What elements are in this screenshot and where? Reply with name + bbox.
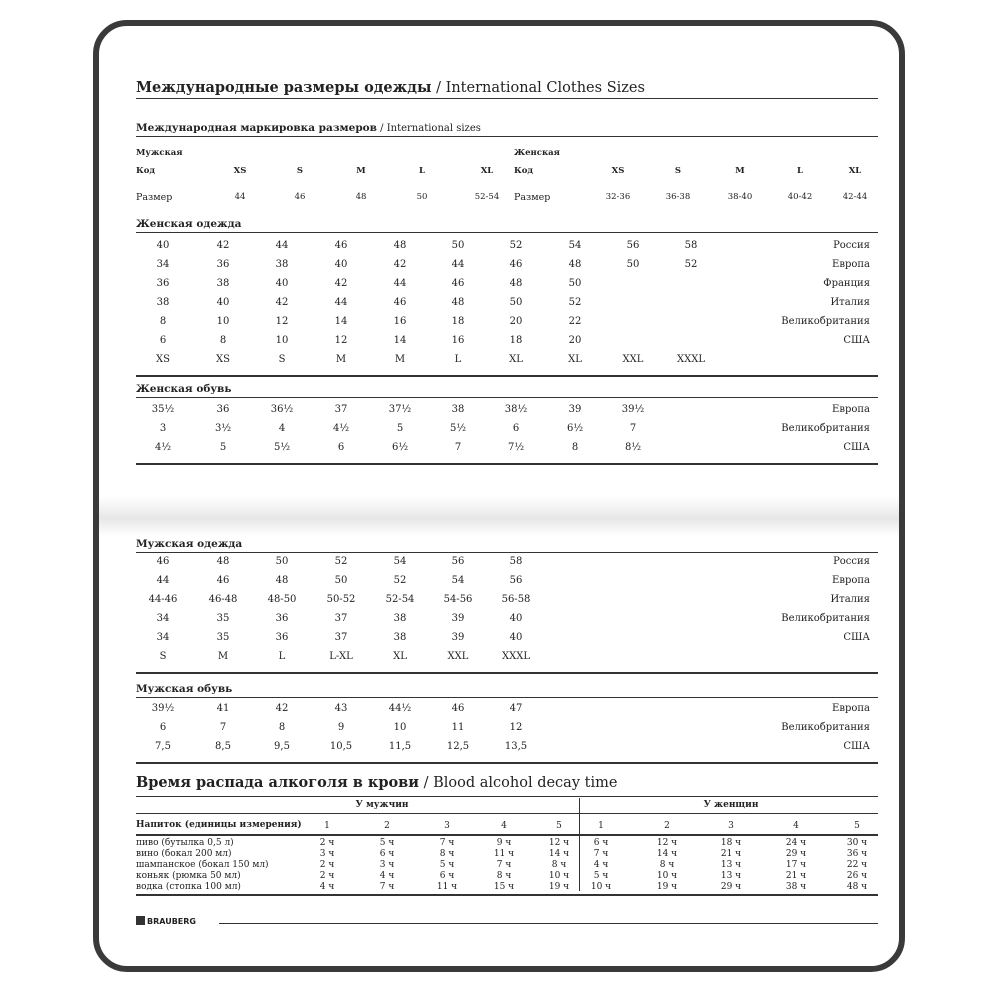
size-cell: 50-52 — [326, 594, 356, 605]
size-cell: 9,5 — [274, 741, 290, 752]
size-cell: 54 — [451, 575, 465, 586]
size-cell: 10,5 — [329, 741, 353, 752]
men-col-number: 5 — [556, 821, 562, 831]
women-time-cell: 21 ч — [785, 871, 807, 881]
size-cell: 4 — [278, 423, 286, 434]
women-time-cell: 4 ч — [593, 860, 609, 870]
men-code-cell: XS — [233, 166, 247, 176]
women-time-cell: 48 ч — [846, 882, 868, 892]
mens-clothing-bottom-rule — [136, 672, 878, 674]
brand-name: BRAUBERG — [147, 917, 196, 926]
men-col-number: 3 — [444, 821, 450, 831]
women-col-number: 3 — [728, 821, 734, 831]
page-title — [136, 79, 645, 96]
men-code-cell: S — [296, 166, 304, 176]
size-cell: 5 — [219, 442, 227, 453]
size-cell: 7,5 — [155, 741, 171, 752]
size-cell: 46 — [334, 240, 348, 251]
men-time-cell: 3 ч — [379, 860, 395, 870]
size-cell: 46 — [156, 556, 170, 567]
size-cell: 11 — [451, 722, 465, 733]
men-time-cell: 12 ч — [548, 838, 570, 848]
size-cell: 34 — [156, 632, 170, 643]
size-cell: 54 — [568, 240, 582, 251]
size-cell: 11,5 — [388, 741, 412, 752]
size-cell: 54-56 — [443, 594, 473, 605]
size-cell: 39½ — [151, 703, 175, 714]
country-label: Франция — [823, 278, 870, 289]
size-cell: 22 — [568, 316, 582, 327]
women-code-cell: XL — [848, 166, 862, 176]
women-code-cell: L — [797, 166, 803, 176]
size-cell: 46-48 — [208, 594, 238, 605]
size-cell: 44 — [451, 259, 465, 270]
country-label: США — [843, 632, 870, 643]
size-cell: 46 — [393, 297, 407, 308]
size-cell: 6 — [337, 442, 345, 453]
women-label: Женская — [514, 148, 560, 158]
women-time-cell: 6 ч — [593, 838, 609, 848]
size-cell: 40 — [334, 259, 348, 270]
size-cell: 6½ — [391, 442, 409, 453]
men-time-cell: 11 ч — [436, 882, 458, 892]
intl-heading-ru: Международная маркировка размеров — [136, 122, 377, 134]
size-cell: 56 — [626, 240, 640, 251]
size-cell: 40 — [275, 278, 289, 289]
country-label: Европа — [832, 404, 870, 415]
size-cell: 6 — [159, 335, 167, 346]
women-size-cell: 38-40 — [727, 192, 753, 202]
size-cell: 40 — [509, 613, 523, 624]
mens-clothing-rule — [136, 552, 878, 553]
size-cell: 52 — [334, 556, 348, 567]
men-time-cell: 7 ч — [496, 860, 512, 870]
size-cell: 46 — [509, 259, 523, 270]
country-label: Европа — [832, 575, 870, 586]
size-cell: 38 — [156, 297, 170, 308]
size-cell: 8,5 — [215, 741, 231, 752]
size-cell: 4½ — [154, 442, 172, 453]
men-time-cell: 19 ч — [548, 882, 570, 892]
mens-shoes-heading: Мужская обувь — [136, 683, 233, 695]
size-cell: 6 — [159, 722, 167, 733]
size-cell: 16 — [393, 316, 407, 327]
women-time-cell: 17 ч — [785, 860, 807, 870]
women-time-cell: 36 ч — [846, 849, 868, 859]
size-cell: S — [159, 651, 167, 662]
women-code-label: Код — [514, 166, 534, 176]
size-cell: XL — [393, 651, 407, 662]
size-cell: 8 — [159, 316, 167, 327]
size-cell: 44 — [334, 297, 348, 308]
intl-heading-en: / International sizes — [376, 123, 481, 134]
size-cell: M — [217, 651, 229, 662]
title-en: / International Clothes Sizes — [431, 80, 645, 96]
size-cell: 40 — [216, 297, 230, 308]
men-time-cell: 11 ч — [493, 849, 515, 859]
size-cell: 46 — [451, 278, 465, 289]
size-cell: 10 — [393, 722, 407, 733]
size-cell: 35 — [216, 632, 230, 643]
size-cell: 35½ — [151, 404, 175, 415]
men-code-label: Код — [136, 166, 156, 176]
size-cell: 44 — [393, 278, 407, 289]
women-time-cell: 5 ч — [593, 871, 609, 881]
men-size-cell: 48 — [355, 192, 367, 202]
women-time-cell: 21 ч — [720, 849, 742, 859]
size-cell: 36 — [216, 259, 230, 270]
womens-clothing-bottom-rule — [136, 375, 878, 377]
men-time-cell: 6 ч — [379, 849, 395, 859]
men-time-cell: 4 ч — [379, 871, 395, 881]
size-cell: 48 — [275, 575, 289, 586]
size-cell: 44 — [156, 575, 170, 586]
men-time-cell: 14 ч — [548, 849, 570, 859]
country-label: Великобритания — [781, 613, 870, 624]
country-label: Великобритания — [781, 722, 870, 733]
women-time-cell: 19 ч — [656, 882, 678, 892]
drink-header: Напиток (единицы измерения) — [136, 820, 302, 830]
mens-clothing-heading: Мужская одежда — [136, 538, 243, 550]
footer-line — [219, 923, 878, 924]
alcohol-title-en: / Blood alcohol decay time — [419, 775, 618, 791]
alcohol-header-rule — [136, 813, 878, 814]
men-time-cell: 10 ч — [548, 871, 570, 881]
women-time-cell: 22 ч — [846, 860, 868, 870]
size-cell: 8 — [278, 722, 286, 733]
women-time-cell: 24 ч — [785, 838, 807, 848]
size-cell: XXL — [447, 651, 469, 662]
size-cell: M — [335, 354, 347, 365]
size-cell: 14 — [393, 335, 407, 346]
notebook-page — [93, 20, 905, 972]
size-cell: 43 — [334, 703, 348, 714]
size-cell: 7 — [629, 423, 637, 434]
size-cell: 47 — [509, 703, 523, 714]
drink-label: шампанское (бокал 150 мл) — [136, 860, 269, 870]
size-cell: 46 — [216, 575, 230, 586]
size-cell: 3½ — [214, 423, 232, 434]
intl-rule — [136, 136, 878, 137]
size-cell: 38½ — [504, 404, 528, 415]
womens-shoes-rule — [136, 397, 878, 398]
country-label: Великобритания — [781, 316, 870, 327]
size-cell: 44 — [275, 240, 289, 251]
size-cell: S — [278, 354, 286, 365]
country-label: США — [843, 442, 870, 453]
size-cell: 52 — [509, 240, 523, 251]
women-time-cell: 12 ч — [656, 838, 678, 848]
men-code-cell: M — [356, 166, 366, 176]
alcohol-cols-rule — [136, 834, 878, 836]
size-cell: 56 — [509, 575, 523, 586]
women-size-cell: 32-36 — [605, 192, 631, 202]
size-cell: 36 — [275, 632, 289, 643]
size-cell: 5½ — [273, 442, 291, 453]
size-cell: 12 — [275, 316, 289, 327]
women-time-cell: 13 ч — [720, 860, 742, 870]
men-time-cell: 5 ч — [379, 838, 395, 848]
size-cell: 35 — [216, 613, 230, 624]
size-cell: 34 — [156, 259, 170, 270]
mens-shoes-bottom-rule — [136, 762, 878, 764]
size-cell: 36 — [156, 278, 170, 289]
size-cell: 40 — [156, 240, 170, 251]
size-cell: 37 — [334, 404, 348, 415]
women-time-cell: 10 ч — [590, 882, 612, 892]
women-time-cell: 8 ч — [659, 860, 675, 870]
women-size-cell: 42-44 — [842, 192, 868, 202]
womens-clothing-heading: Женская одежда — [136, 218, 242, 230]
size-cell: 13,5 — [504, 741, 528, 752]
size-cell: 41 — [216, 703, 230, 714]
men-label: Мужская — [136, 148, 183, 158]
size-cell: 48 — [509, 278, 523, 289]
size-cell: 50 — [509, 297, 523, 308]
drink-label: вино (бокал 200 мл) — [136, 849, 232, 859]
women-time-cell: 29 ч — [785, 849, 807, 859]
country-label: Италия — [830, 297, 870, 308]
size-cell: 39 — [451, 613, 465, 624]
men-time-cell: 8 ч — [551, 860, 567, 870]
size-cell: 39½ — [621, 404, 645, 415]
size-cell: 16 — [451, 335, 465, 346]
size-cell: 39 — [568, 404, 582, 415]
size-cell: 7 — [219, 722, 227, 733]
size-cell: 8 — [571, 442, 579, 453]
size-cell: 48 — [568, 259, 582, 270]
size-cell: 10 — [216, 316, 230, 327]
men-size-cell: 46 — [294, 192, 306, 202]
men-code-cell: XL — [480, 166, 494, 176]
size-cell: 38 — [393, 613, 407, 624]
men-size-cell: 50 — [416, 192, 428, 202]
country-label: Россия — [833, 240, 870, 251]
size-cell: XL — [509, 354, 523, 365]
size-cell: 42 — [275, 297, 289, 308]
women-time-cell: 10 ч — [656, 871, 678, 881]
size-cell: 38 — [393, 632, 407, 643]
country-label: США — [843, 741, 870, 752]
men-time-cell: 9 ч — [496, 838, 512, 848]
women-time-cell: 26 ч — [846, 871, 868, 881]
women-col-number: 1 — [598, 821, 604, 831]
size-cell: 3 — [159, 423, 167, 434]
size-cell: XS — [156, 354, 170, 365]
size-cell: 12 — [334, 335, 348, 346]
intl-sizes-heading — [136, 122, 481, 134]
title-ru: Международные размеры одежды — [136, 79, 432, 96]
size-cell: 10 — [275, 335, 289, 346]
size-cell: 5½ — [449, 423, 467, 434]
men-size-cell: 52-54 — [474, 192, 500, 202]
size-cell: 7½ — [507, 442, 525, 453]
size-cell: 48-50 — [267, 594, 297, 605]
size-cell: XXXL — [502, 651, 530, 662]
drink-label: водка (стопка 100 мл) — [136, 882, 241, 892]
womens-shoes-heading: Женская обувь — [136, 383, 232, 395]
size-cell: 52 — [684, 259, 698, 270]
page-fold — [99, 496, 899, 536]
size-cell: XXXL — [677, 354, 705, 365]
drink-label: коньяк (рюмка 50 мл) — [136, 871, 241, 881]
women-time-cell: 13 ч — [720, 871, 742, 881]
country-label: Россия — [833, 556, 870, 567]
men-col-number: 2 — [384, 821, 390, 831]
size-cell: 14 — [334, 316, 348, 327]
men-time-cell: 4 ч — [319, 882, 335, 892]
size-cell: 18 — [509, 335, 523, 346]
size-cell: 4½ — [332, 423, 350, 434]
alcohol-bottom-rule — [136, 894, 878, 896]
size-cell: 20 — [509, 316, 523, 327]
size-cell: 58 — [509, 556, 523, 567]
size-cell: 46 — [451, 703, 465, 714]
drink-label: пиво (бутылка 0,5 л) — [136, 838, 234, 848]
size-cell: L — [278, 651, 286, 662]
size-cell: 50 — [626, 259, 640, 270]
size-cell: 54 — [393, 556, 407, 567]
women-size-cell: 36-38 — [665, 192, 691, 202]
size-cell: 44-46 — [148, 594, 178, 605]
country-label: Европа — [832, 703, 870, 714]
size-cell: 39 — [451, 632, 465, 643]
size-cell: 8 — [219, 335, 227, 346]
size-cell: 36 — [216, 404, 230, 415]
size-cell: 36½ — [270, 404, 294, 415]
size-cell: 42 — [393, 259, 407, 270]
women-time-cell: 38 ч — [785, 882, 807, 892]
alcohol-title-ru: Время распада алкоголя в крови — [136, 774, 419, 791]
country-label: Европа — [832, 259, 870, 270]
size-cell: 12,5 — [446, 741, 470, 752]
men-time-cell: 15 ч — [493, 882, 515, 892]
mens-shoes-rule — [136, 697, 878, 698]
size-cell: 6½ — [566, 423, 584, 434]
size-cell: 18 — [451, 316, 465, 327]
size-cell: 42 — [275, 703, 289, 714]
women-code-cell: M — [735, 166, 745, 176]
size-cell: 38 — [216, 278, 230, 289]
womens-shoes-bottom-rule — [136, 463, 878, 465]
size-cell: 37½ — [388, 404, 412, 415]
size-cell: 52 — [393, 575, 407, 586]
title-rule — [136, 98, 878, 99]
size-cell: 37 — [334, 632, 348, 643]
women-code-cell: S — [674, 166, 682, 176]
alcohol-divider — [579, 798, 580, 891]
size-cell: 5 — [396, 423, 404, 434]
size-cell: 7 — [454, 442, 462, 453]
size-cell: 42 — [334, 278, 348, 289]
size-cell: XXL — [622, 354, 644, 365]
brand-logo — [136, 916, 196, 926]
women-code-cell: XS — [611, 166, 625, 176]
size-cell: XS — [216, 354, 230, 365]
size-cell: 50 — [568, 278, 582, 289]
men-header: У мужчин — [355, 800, 409, 810]
men-size-cell: 44 — [234, 192, 246, 202]
size-cell: 9 — [337, 722, 345, 733]
country-label: Великобритания — [781, 423, 870, 434]
size-cell: 42 — [216, 240, 230, 251]
men-size-label: Размер — [136, 192, 173, 203]
women-col-number: 4 — [793, 821, 799, 831]
women-time-cell: 18 ч — [720, 838, 742, 848]
men-time-cell: 2 ч — [319, 871, 335, 881]
size-cell: 48 — [216, 556, 230, 567]
women-header: У женщин — [703, 800, 759, 810]
size-cell: 48 — [451, 297, 465, 308]
men-col-number: 1 — [324, 821, 330, 831]
size-cell: 58 — [684, 240, 698, 251]
women-size-cell: 40-42 — [787, 192, 813, 202]
size-cell: 6 — [512, 423, 520, 434]
men-time-cell: 7 ч — [379, 882, 395, 892]
women-time-cell: 7 ч — [593, 849, 609, 859]
size-cell: 37 — [334, 613, 348, 624]
women-col-number: 5 — [854, 821, 860, 831]
women-time-cell: 30 ч — [846, 838, 868, 848]
size-cell: XL — [568, 354, 582, 365]
size-cell: M — [394, 354, 406, 365]
size-cell: 12 — [509, 722, 523, 733]
size-cell: 50 — [451, 240, 465, 251]
men-time-cell: 5 ч — [439, 860, 455, 870]
men-col-number: 4 — [501, 821, 507, 831]
men-time-cell: 2 ч — [319, 860, 335, 870]
size-cell: 52-54 — [385, 594, 415, 605]
men-time-cell: 2 ч — [319, 838, 335, 848]
men-time-cell: 8 ч — [496, 871, 512, 881]
size-cell: L-XL — [329, 651, 353, 662]
alcohol-title-rule — [136, 796, 878, 797]
country-label: Италия — [830, 594, 870, 605]
men-time-cell: 7 ч — [439, 838, 455, 848]
size-cell: 40 — [509, 632, 523, 643]
size-cell: 56-58 — [501, 594, 531, 605]
size-cell: 8½ — [624, 442, 642, 453]
women-size-label: Размер — [514, 192, 551, 203]
alcohol-title — [136, 774, 617, 791]
size-cell: 56 — [451, 556, 465, 567]
women-time-cell: 14 ч — [656, 849, 678, 859]
size-cell: 20 — [568, 335, 582, 346]
men-code-cell: L — [419, 166, 425, 176]
size-cell: 38 — [275, 259, 289, 270]
size-cell: L — [454, 354, 462, 365]
size-cell: 48 — [393, 240, 407, 251]
women-col-number: 2 — [664, 821, 670, 831]
size-cell: 36 — [275, 613, 289, 624]
country-label: США — [843, 335, 870, 346]
size-cell: 50 — [334, 575, 348, 586]
size-cell: 34 — [156, 613, 170, 624]
womens-clothing-rule — [136, 232, 878, 233]
size-cell: 50 — [275, 556, 289, 567]
men-time-cell: 6 ч — [439, 871, 455, 881]
men-time-cell: 8 ч — [439, 849, 455, 859]
size-cell: 38 — [451, 404, 465, 415]
size-cell: 52 — [568, 297, 582, 308]
women-time-cell: 29 ч — [720, 882, 742, 892]
size-cell: 44½ — [388, 703, 412, 714]
men-time-cell: 3 ч — [319, 849, 335, 859]
